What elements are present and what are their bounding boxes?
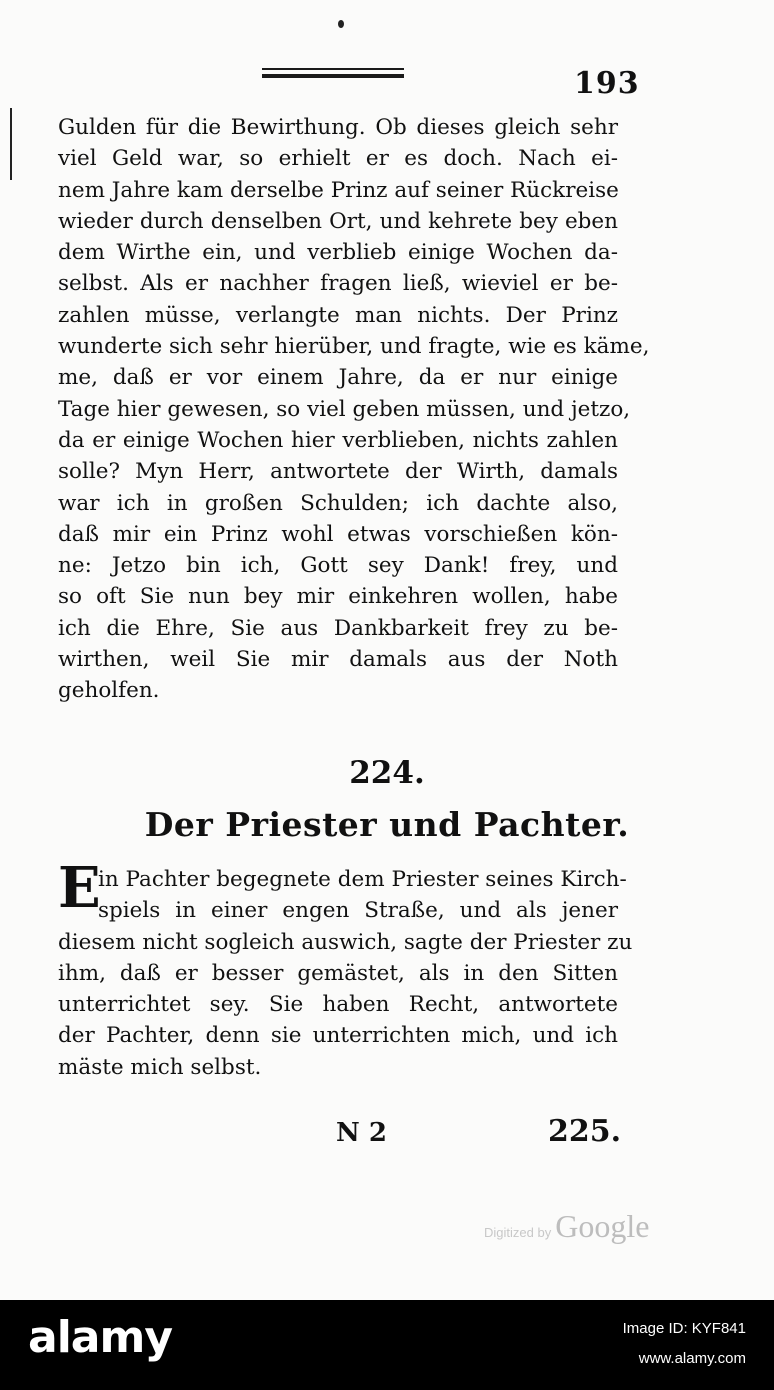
story-line: diesem nicht sogleich auswich, sagte der Priester zu: [58, 929, 633, 955]
top-ink-dot: [338, 20, 344, 28]
dropcap: E: [58, 855, 101, 921]
digitized-watermark: [484, 1208, 649, 1245]
signature-mark: N 2: [336, 1118, 387, 1148]
body-line: viel Geld war, so erhielt er es doch. Nach ei-: [58, 146, 618, 172]
body-line: war ich in großen Schulden; ich dachte also,: [58, 490, 618, 516]
anecdote-title: Der Priester und Pachter.: [144, 805, 630, 844]
alamy-logo: alamy: [28, 1312, 172, 1363]
story-text: [58, 864, 633, 1083]
body-line: me, daß er vor einem Jahre, da er nur einige: [58, 365, 618, 391]
image-id: Image ID: KYF841: [622, 1320, 746, 1337]
site-url[interactable]: www.alamy.com: [638, 1350, 746, 1367]
body-line: so oft Sie nun bey mir einkehren wollen, habe: [58, 584, 618, 610]
digitized-label: Digitized by: [484, 1225, 552, 1240]
body-line: solle? Myn Herr, antwortete der Wirth, damals: [58, 459, 618, 485]
body-line: zahlen müsse, verlangte man nichts. Der Prinz: [58, 302, 618, 328]
story-line: in Pachter begegnete dem Priester seines Kirch-: [98, 867, 627, 892]
story-line: unterrichtet sey. Sie haben Recht, antwortete: [58, 992, 618, 1018]
story-line: der Pachter, denn sie unterrichten mich, und ich: [58, 1023, 618, 1049]
body-line: wunderte sich sehr hierüber, und fragte, wie es käme,: [58, 334, 650, 360]
body-text: [58, 112, 650, 707]
page-number: 193: [574, 66, 640, 101]
header-rule: [262, 68, 404, 78]
story-line: mäste mich selbst.: [58, 1054, 262, 1080]
body-line: geholfen.: [58, 678, 160, 704]
body-line: wieder durch denselben Ort, und kehrete bey eben: [58, 208, 618, 234]
body-line: selbst. Als er nachher fragen ließ, wieviel er be-: [58, 271, 618, 297]
google-logo: Google: [555, 1208, 650, 1244]
story-line: ihm, daß er besser gemästet, als in den Sitten: [58, 960, 618, 986]
body-line: daß mir ein Prinz wohl etwas vorschießen kön-: [58, 521, 618, 547]
story-line: spiels in einer engen Straße, und als jener: [98, 898, 618, 924]
body-line: Gulden für die Bewirthung. Ob dieses gleich sehr: [58, 115, 618, 140]
anecdote-number: 224.: [349, 755, 425, 791]
body-line: nem Jahre kam derselbe Prinz auf seiner Rückreise: [58, 177, 619, 203]
margin-mark: [10, 108, 12, 180]
body-line: ich die Ehre, Sie aus Dankbarkeit frey zu be-: [58, 615, 618, 641]
body-line: Tage hier gewesen, so viel geben müssen, und jetzo,: [58, 396, 631, 422]
body-line: dem Wirthe ein, und verblieb einige Wochen da-: [58, 240, 618, 266]
catchword: 225.: [548, 1114, 622, 1149]
stock-footer: [0, 1300, 774, 1390]
body-line: ne: Jetzo bin ich, Gott sey Dank! frey, und: [58, 553, 618, 579]
body-line: da er einige Wochen hier verblieben, nichts zahlen: [58, 427, 618, 453]
body-line: wirthen, weil Sie mir damals aus der Noth: [58, 647, 618, 673]
